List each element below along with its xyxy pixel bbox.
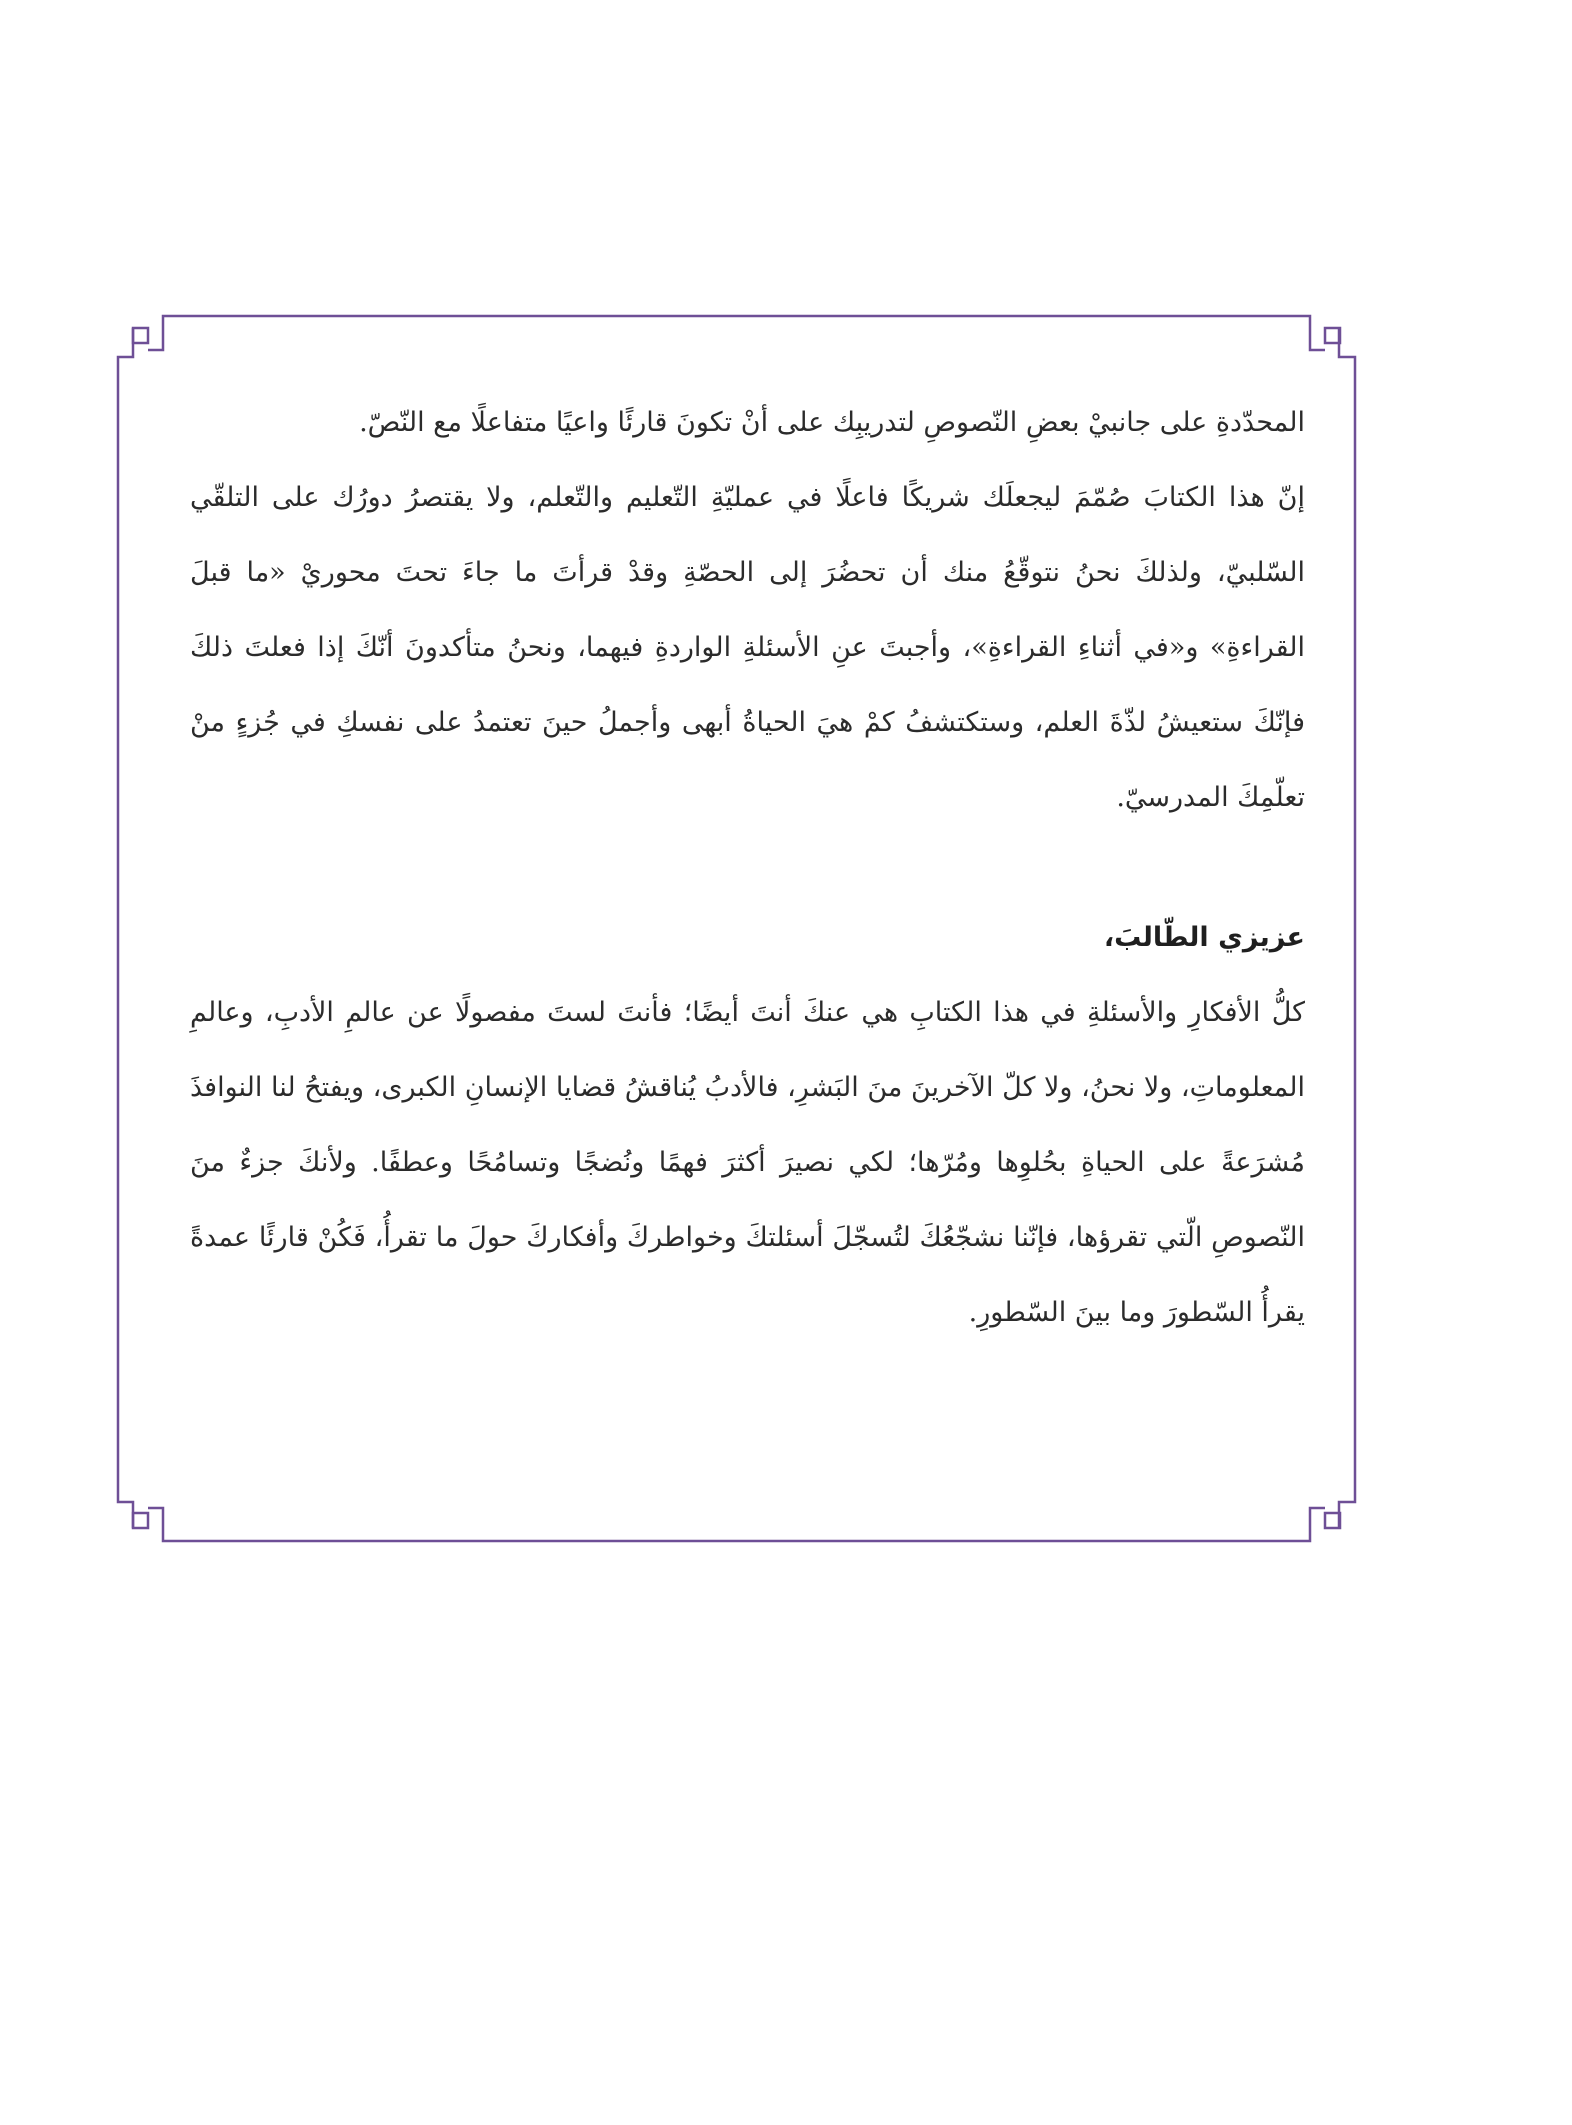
purpose-paragraph: إنّ هذا الكتابَ صُمّمَ ليجعلَك شريكًا فاعلًا في عمليّةِ التّعليم والتّعلم، ولا يقتصرُ دورُك على التلقّي السّلبيّ، ولذلكَ نحنُ نتوقّعُ منك أن تحضُرَ إلى الحصّةِ وقدْ قرأتَ ما جاءَ تحتَ محوريْ «ما قبلَ القراءةِ» و«في أثناءِ القراءةِ»، وأجبتَ عنِ الأسئلةِ الواردةِ فيهما، ونحنُ متأكدونَ أنّكَ إذا فعلتَ ذلكَ فإنّكَ ستعيشُ لذّةَ العلم، وستكتشفُ كمْ هيَ الحياةُ أبهى وأجملُ حينَ تعتمدُ على نفسكِ في جُزءٍ منْ تعلّمِكَ المدرسيّ. — [190, 482, 1305, 813]
frame-top-border — [148, 316, 1325, 350]
frame-bottom-border — [148, 1508, 1325, 1541]
text-block — [190, 385, 1305, 1350]
frame-corner-ornament — [133, 328, 148, 343]
frame-corner-ornament — [1325, 1513, 1340, 1528]
frame-corner-ornament — [133, 1513, 148, 1528]
frame-right-border — [1339, 328, 1355, 1528]
intro-paragraph: المحدّدةِ على جانبيْ بعضِ النّصوصِ لتدريبِك على أنْ تكونَ قارئًا واعيًا متفاعلًا مع النّصّ. — [359, 407, 1305, 438]
student-paragraph: كلُّ الأفكارِ والأسئلةِ في هذا الكتابِ هي عنكَ أنتَ أيضًا؛ فأنتَ لستَ مفصولًا عن عالمِ الأدبِ، وعالمِ المعلوماتِ، ولا نحنُ، ولا كلّ الآخرينَ منَ البَشرِ، فالأدبُ يُناقشُ قضايا الإنسانِ الكبرى، ويفتحُ لنا النوافذَ مُشرَعةً على الحياةِ بحُلوِها ومُرّها؛ لكي نصيرَ أكثرَ فهمًا ونُضجًا وتسامُحًا وعطفًا. ولأنكَ جزءٌ منَ النّصوصِ الّتي تقرؤها، فإنّنا نشجّعُكَ لتُسجّلَ أسئلتكَ وخواطركَ وأفكاركَ حولَ ما تقرأُ، فَكُنْ قارئًا عمدةً يقرأُ السّطورَ وما بينَ السّطورِ. — [190, 997, 1305, 1328]
frame-left-border — [118, 328, 133, 1528]
paragraph-spacer — [190, 835, 1305, 900]
frame-corner-ornament — [1325, 328, 1340, 343]
student-greeting-heading: عزيزي الطّالبَ، — [1103, 922, 1305, 953]
